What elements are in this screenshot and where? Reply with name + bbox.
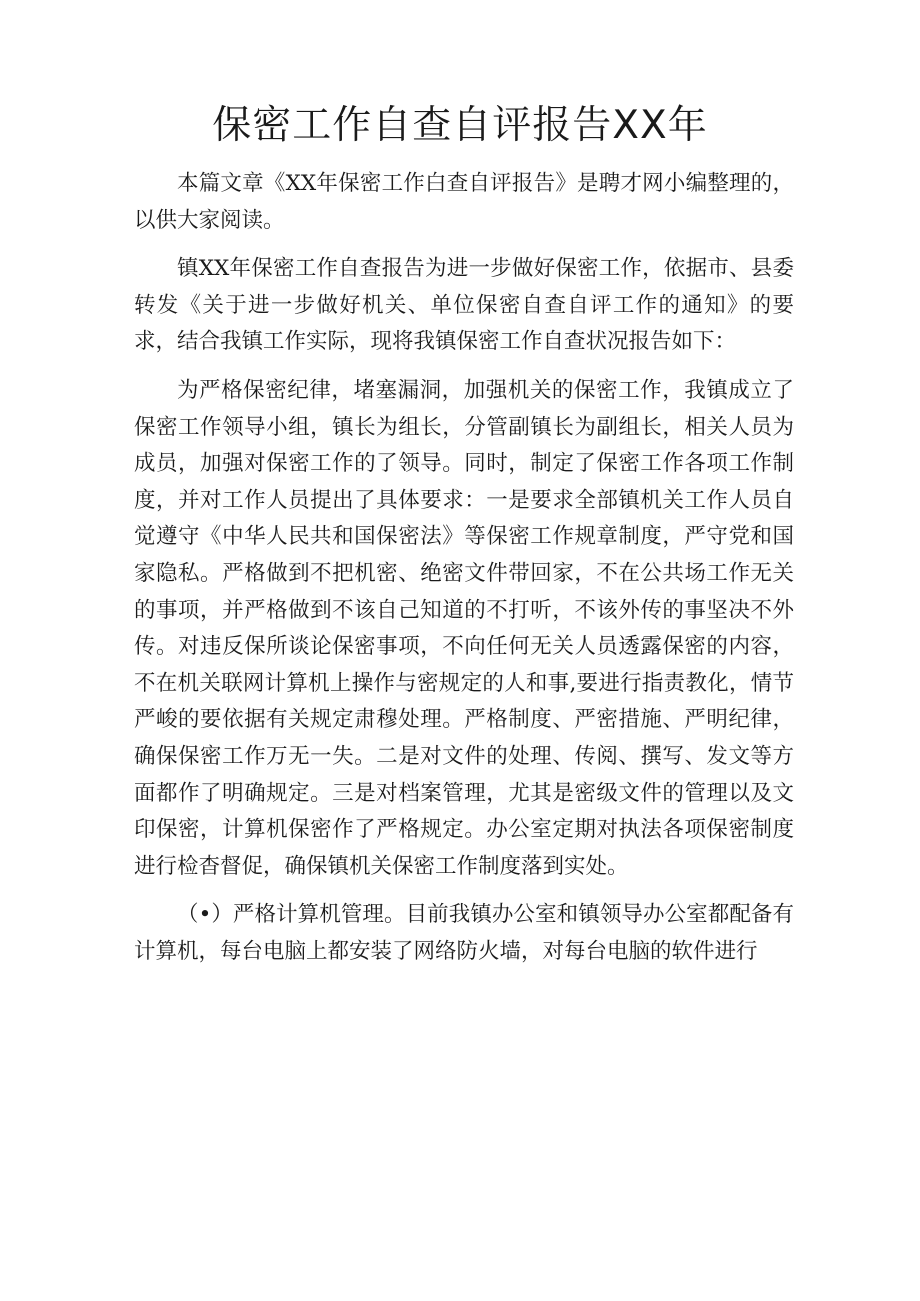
report-intro-paragraph: 镇XX年保密工作自查报告为进一步做好保密工作，依据市、县委转发《关于进一步做好机关、单位保密自查自评工作的通知》的要求，结合我镇工作实际，现将我镇保密工作自查状况报告如下： (134, 256, 794, 355)
document-title: 保密工作自查自评报告XX年 (212, 103, 708, 148)
document-body (134, 166, 794, 982)
organization-paragraph: 为严格保密纪律，堵塞漏洞，加强机关的保密工作，我镇成立了保密工作领导小组，镇长为组长，分管副镇长为副组长，相关人员为成员，加强对保密工作的了领导。同时，制定了保密工作各项工作制度，并对工作人员提出了具体要求：一是要求全部镇机关工作人员自觉遵守《中华人民共和国保密法》等保密工作规章制度，严守党和国家隐私。严格做到不把机密、绝密文件带回家，不在公共场工作无关的事项，并严格做到不该自己知道的不打听，不该外传的事坚决不外传。对违反保所谈论保密事项，不向任何无关人员透露保密的内容，不在机关联网计算机上操作与密规定的人和事,要进行指责教化，情节严峻的要依据有关规定肃穆处理。严格制度、严密措施、严明纪律，确保保密工作万无一失。二是对文件的处理、传阅、撰写、发文等方面都作了明确规定。三是对档案管理，尤其是密级文件的管理以及文印保密，计算机保密作了严格规定。办公室定期对执法各项保密制度进行检杳督促，确保镇机关保密工作制度落到实处。 (134, 377, 794, 879)
computer-management-paragraph: （•）严格计算机管理。目前我镇办公室和镇领导办公室都配备有计算机，每台电脑上都安装了网络防火墙，对每台电脑的软件进行 (134, 902, 794, 964)
intro-paragraph: 本篇文章《XX年保密工作白查自评报告》是聘才网小编整理的，以供大家阅读。 (134, 171, 794, 233)
